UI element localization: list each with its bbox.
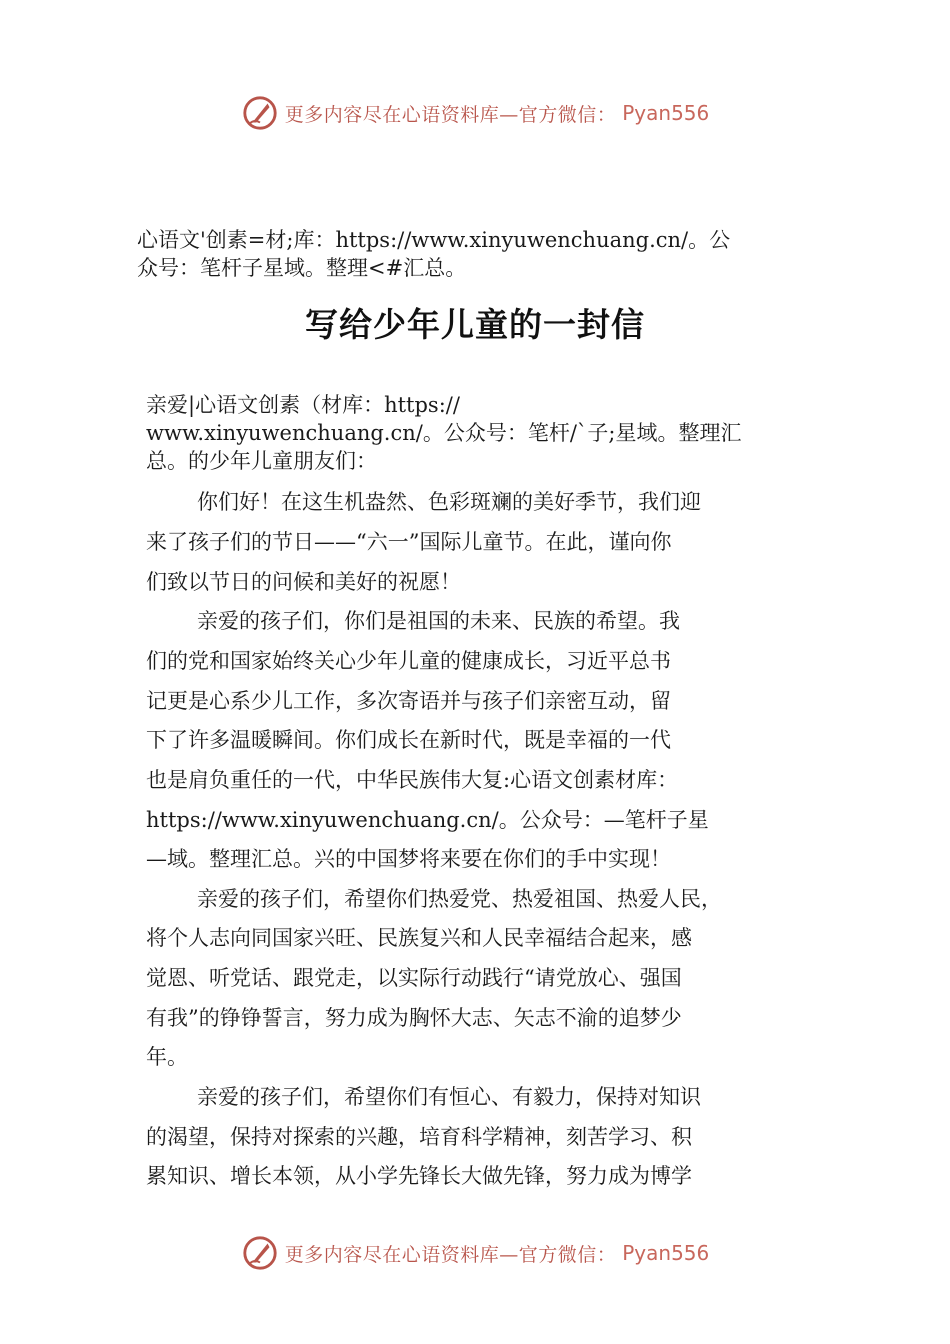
paragraph-line: 年。 <box>146 1045 188 1069</box>
paragraph-line: 来了孩子们的节日——“六一”国际儿童节。在此，谨向你 <box>146 530 672 554</box>
quill-logo-icon <box>241 1234 279 1272</box>
quill-logo-icon <box>241 94 279 132</box>
paragraph-line: 觉恩、听党话、跟党走，以实际行动践行“请党放心、强国 <box>146 966 682 990</box>
paragraph-line: 记更是心系少儿工作，多次寄语并与孩子们亲密互动，留 <box>146 689 671 713</box>
paragraph-line: 们的党和国家始终关心少年儿童的健康成长，习近平总书 <box>146 649 671 673</box>
paragraph-line: 下了许多温暖瞬间。你们成长在新时代，既是幸福的一代 <box>146 728 671 752</box>
banner-wechat-id: Pyan556 <box>622 101 710 125</box>
paragraph-line: 有我”的铮铮誓言，努力成为胸怀大志、矢志不渝的追梦少 <box>146 1006 682 1030</box>
banner-text: 更多内容尽在心语资料库—官方微信： <box>284 103 617 126</box>
salutation-line: 亲爱|心语文创素（材库：https:// <box>146 393 460 417</box>
paragraph-line: https://www.xinyuwenchuang.cn/。公众号：—笔杆子星 <box>146 808 709 832</box>
paragraph-line: 亲爱的孩子们，希望你们热爱党、热爱祖国、热爱人民， <box>197 887 722 911</box>
page-title: 写给少年儿童的一封信 <box>305 305 645 344</box>
paragraph-line: 们致以节日的问候和美好的祝愿！ <box>146 570 461 594</box>
paragraph-line: 将个人志向同国家兴旺、民族复兴和人民幸福结合起来，感 <box>146 926 692 950</box>
paragraph-line: 累知识、增长本领，从小学先锋长大做先锋，努力成为博学 <box>146 1164 692 1188</box>
paragraph-line: 的渴望，保持对探索的兴趣，培育科学精神，刻苦学习、积 <box>146 1125 692 1149</box>
paragraph-line: 亲爱的孩子们，希望你们有恒心、有毅力，保持对知识 <box>197 1085 701 1109</box>
intro-line: 众号：笔杆子星域。整理<#汇总。 <box>137 256 467 280</box>
banner-wechat-id: Pyan556 <box>622 1241 710 1265</box>
footer-banner <box>0 1228 950 1278</box>
paragraph-line: 你们好！在这生机盎然、色彩斑斓的美好季节，我们迎 <box>197 490 701 514</box>
salutation-line: www.xinyuwenchuang.cn/。公众号：笔杆/`子;星域。整理汇 <box>146 421 742 445</box>
banner-text: 更多内容尽在心语资料库—官方微信： <box>284 1243 617 1266</box>
paragraph-line: 亲爱的孩子们，你们是祖国的未来、民族的希望。我 <box>197 609 680 633</box>
intro-line: 心语文'创素=材;库：https://www.xinyuwenchuang.cn/。公 <box>137 228 731 252</box>
paragraph-line: —域。整理汇总。兴的中国梦将来要在你们的手中实现！ <box>146 847 671 871</box>
salutation-line: 总。的少年儿童朋友们： <box>146 449 377 473</box>
paragraph-line: 也是肩负重任的一代，中华民族伟大复:心语文创素材库： <box>146 768 679 792</box>
header-banner <box>0 88 950 138</box>
